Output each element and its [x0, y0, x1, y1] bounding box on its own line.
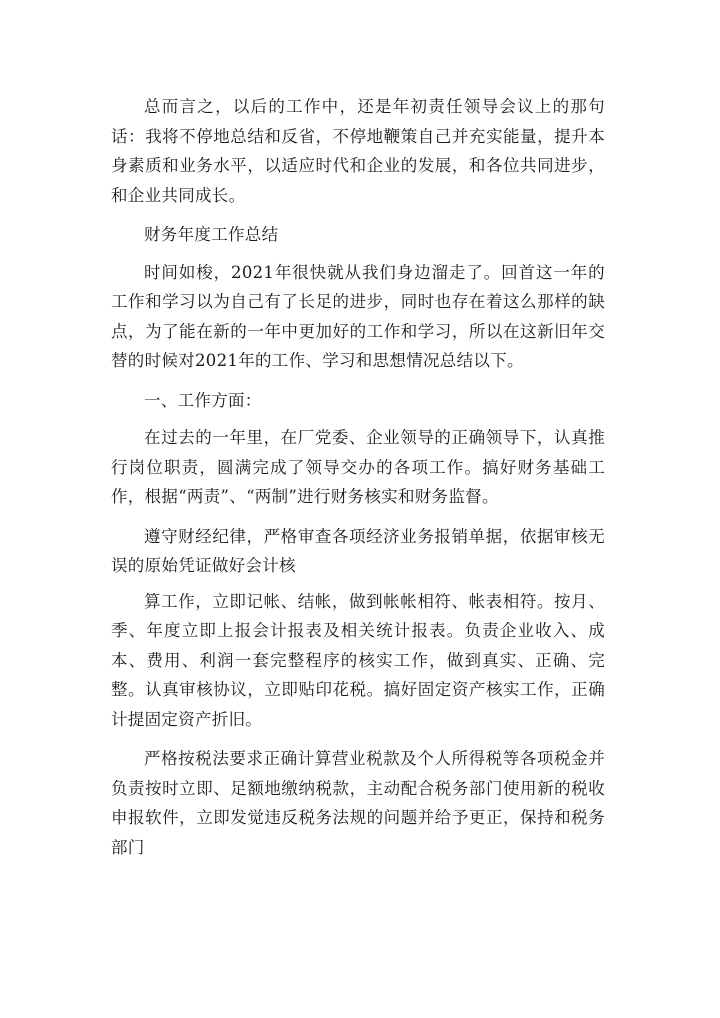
- paragraph-tax: 严格按税法要求正确计算营业税款及个人所得税等各项税金并负责按时立即、足额地缴纳税款，主动配合税务部门使用新的税收申报软件，立即发觉违反税务法规的问题并给予更正，保持和税务部门: [111, 749, 605, 857]
- paragraph-work-overview: 在过去的一年里，在厂党委、企业领导的正确领导下，认真推行岗位职责，圆满完成了领导交办的各项工作。搞好财务基础工作，根据“两责”、“两制”进行财务核实和财务监督。: [111, 428, 605, 506]
- document-body: [111, 92, 605, 872]
- paragraph-summary: 总而言之，以后的工作中，还是年初责任领导会议上的那句话：我将不停地总结和反省，不停地鞭策自己并充实能量，提升本身素质和业务水平，以适应时代和企业的发展，和各位共同进步，和企业共同成长。: [111, 97, 605, 205]
- paragraph-financial-discipline: 遵守财经纪律，严格审查各项经济业务报销单据，依据审核无误的原始凭证做好会计核: [111, 526, 605, 575]
- section-title: 财务年度工作总结: [144, 225, 279, 244]
- paragraph-accounting: 算工作，立即记帐、结帐，做到帐帐相符、帐表相符。按月、季、年度立即上报会计报表及相关统计报表。负责企业收入、成本、费用、利润一套完整程序的核实工作，做到真实、正确、完整。认真审核协议，立即贴印花税。搞好固定资产核实工作，正确计提固定资产折旧。: [111, 591, 605, 729]
- section-heading-work: 一、工作方面：: [144, 390, 262, 410]
- paragraph-intro: 时间如梭，2021年很快就从我们身边溜走了。回首这一年的工作和学习以为自己有了长足的进步，同时也存在着这么那样的缺点，为了能在新的一年中更加好的工作和学习，所以在这新旧年交替的时候对2021年的工作、学习和思想情况总结以下。: [111, 262, 605, 370]
